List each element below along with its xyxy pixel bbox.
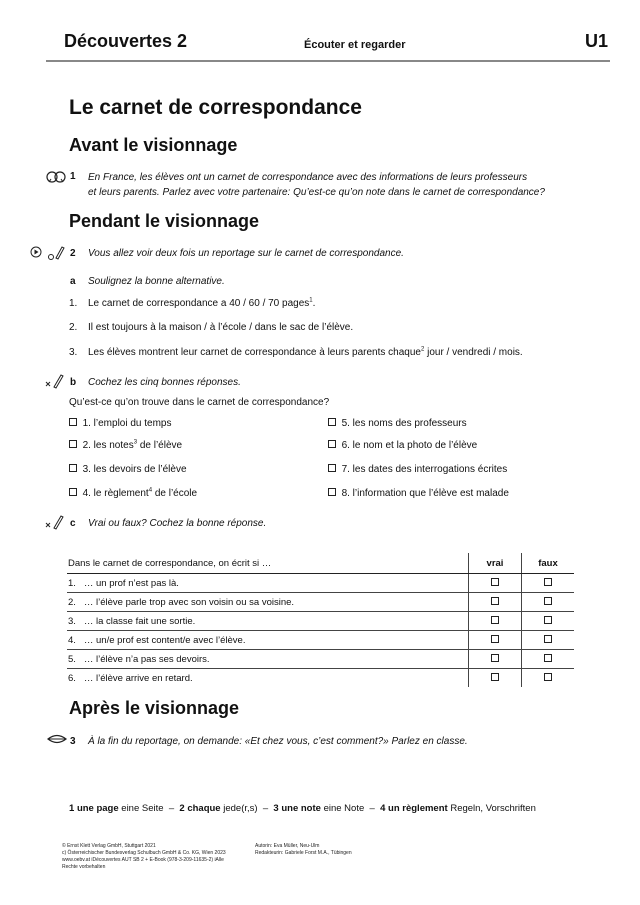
row-text: … la classe fait une sortie. (83, 615, 196, 627)
checkbox[interactable] (328, 464, 336, 472)
faux-cell[interactable] (522, 669, 575, 688)
statement (67, 631, 469, 650)
vrai-cell[interactable] (469, 574, 522, 593)
author-line: Autorin: Eva Müller, Neu-Ulm (255, 843, 320, 849)
checkbox[interactable] (69, 440, 77, 448)
exercise-3-number: 3 (70, 736, 76, 747)
table-header-text: Dans le carnet de correspondance, on écrit si … (67, 553, 469, 574)
exercise-2b-label: b (70, 377, 77, 388)
exercise-1-line-1: En France, les élèves ont un carnet de correspondance avec des informations de leurs professeurs (88, 172, 528, 183)
glossary-number: 3 (273, 803, 279, 814)
option-7[interactable] (328, 462, 507, 477)
option-label: de l’école (152, 488, 198, 499)
exercise-2-intro: Vous allez voir deux fois un reportage sur le carnet de correspondance. (88, 248, 404, 259)
option-5[interactable] (328, 416, 467, 431)
faux-cell[interactable] (522, 631, 575, 650)
exercise-2a-item (88, 345, 523, 360)
row-text: … l’élève parle trop avec son voisin ou sa voisine. (83, 596, 295, 608)
exercise-2a-item-number: 2. (69, 322, 78, 333)
glossary-definition: jede(r,s) (223, 803, 258, 814)
option-1[interactable] (69, 416, 172, 431)
tick-write-icon (44, 373, 66, 389)
option-label: 6. le nom et la photo de l’élève (341, 440, 478, 451)
checkbox[interactable] (328, 488, 336, 496)
partner-talk-icon (46, 170, 68, 184)
exercise-1-number: 1 (70, 171, 76, 182)
glossary-definition: eine Seite (121, 803, 164, 814)
item-text: jour / vendredi / mois. (424, 347, 523, 358)
row-number: 6. (68, 672, 76, 684)
table-row (67, 631, 574, 650)
copyright-line: c) Österreichischer Bundesverlag Schulbuch GmbH & Co. KG, Wien 2023 (62, 850, 226, 856)
option-4[interactable] (69, 486, 197, 501)
option-label: 2. les notes (82, 440, 134, 451)
column-vrai: vrai (469, 553, 522, 574)
exercise-2c-instruction: Vrai ou faux? Cochez la bonne réponse. (88, 518, 267, 529)
glossary-number: 2 (179, 803, 185, 814)
checkbox-faux[interactable] (544, 635, 552, 643)
checkbox-faux[interactable] (544, 597, 552, 605)
option-label: 5. les noms des professeurs (341, 418, 467, 429)
option-3[interactable] (69, 462, 187, 477)
option-label: de l’élève (137, 440, 183, 451)
faux-cell[interactable] (522, 612, 575, 631)
checkbox-vrai[interactable] (491, 578, 499, 586)
option-label: 4. le règlement (82, 488, 149, 499)
exercise-2b-question: Qu’est-ce qu’on trouve dans le carnet de correspondance? (69, 397, 330, 408)
checkbox-faux[interactable] (544, 673, 552, 681)
glossary-term: chaque (187, 803, 221, 814)
glossary-number: 4 (380, 803, 386, 814)
faux-cell[interactable] (522, 650, 575, 669)
exercise-1-line-2: et leurs parents. Parlez avec votre partenaire: Qu’est-ce qu’on note dans le carnet de correspondance? (88, 187, 545, 198)
exercise-2a-item-number: 1. (69, 298, 78, 309)
video-icon (30, 244, 66, 262)
statement (67, 669, 469, 688)
glossary-definition: eine Note (323, 803, 365, 814)
column-faux: faux (522, 553, 575, 574)
page-title: Le carnet de correspondance (69, 96, 362, 119)
option-label: 7. les dates des interrogations écrites (341, 464, 508, 475)
statement (67, 612, 469, 631)
option-label: 1. l’emploi du temps (82, 418, 172, 429)
vrai-cell[interactable] (469, 669, 522, 688)
footnote-ref: 3 (133, 439, 138, 446)
footnote-ref: 1 (309, 297, 313, 304)
vrai-cell[interactable] (469, 593, 522, 612)
checkbox-vrai[interactable] (491, 597, 499, 605)
checkbox-vrai[interactable] (491, 673, 499, 681)
glossary-term: une note (281, 803, 321, 814)
checkbox-vrai[interactable] (491, 654, 499, 662)
statement (67, 593, 469, 612)
header-divider (46, 60, 610, 62)
row-number: 1. (68, 577, 76, 589)
checkbox-vrai[interactable] (491, 616, 499, 624)
glossary-term: un règlement (388, 803, 448, 814)
copyright-line: www.oebv.at iDécouvertes AUT SB 2 + E-Book (978-3-209-11635-2) iAlle (62, 857, 224, 863)
table-row (67, 650, 574, 669)
vrai-cell[interactable] (469, 650, 522, 669)
row-text: … un prof n’est pas là. (83, 577, 179, 589)
glossary-definition: Regeln, Vorschriften (450, 803, 536, 814)
footnote-ref: 4 (148, 487, 153, 494)
editor-line: Redakteurin: Gabriele Forst M.A., Tübingen (255, 850, 352, 856)
item-text: . (312, 298, 316, 309)
exercise-2c-label: c (70, 518, 76, 529)
table-row (67, 612, 574, 631)
checkbox[interactable] (328, 440, 336, 448)
row-number: 2. (68, 596, 76, 608)
glossary-number: 1 (69, 803, 75, 814)
glossary-term: une page (76, 803, 119, 814)
exercise-2a-item (88, 296, 315, 311)
row-text: … l’élève n’a pas ses devoirs. (83, 653, 210, 665)
table-header-row (67, 553, 574, 574)
vrai-cell[interactable] (469, 612, 522, 631)
copyright-line: © Ernst Klett Verlag GmbH, Stuttgart 2021 (62, 843, 156, 849)
credits-block (255, 843, 352, 857)
table-row (67, 593, 574, 612)
exercise-1-text (88, 170, 545, 200)
option-label: 3. les devoirs de l’élève (82, 464, 187, 475)
faux-cell[interactable] (522, 593, 575, 612)
header-section: Écouter et regarder (304, 39, 406, 51)
statement (67, 650, 469, 669)
row-number: 4. (68, 634, 76, 646)
exercise-2-number: 2 (70, 248, 76, 259)
exercise-2b-instruction: Cochez les cinq bonnes réponses. (88, 377, 241, 388)
row-text: … un/e prof est content/e avec l’élève. (83, 634, 246, 646)
copyright-block (62, 843, 226, 871)
section-heading-avant: Avant le visionnage (69, 135, 238, 155)
copyright-line: Rechte vorbehalten (62, 864, 106, 870)
section-heading-pendant: Pendant le visionnage (69, 211, 260, 231)
footnote-ref: 2 (420, 346, 425, 353)
header-title: Découvertes 2 (64, 31, 188, 51)
checkbox[interactable] (328, 418, 336, 426)
exercise-2a-item-number: 3. (69, 347, 78, 358)
mouth-icon (47, 733, 67, 745)
checkbox-faux[interactable] (544, 578, 552, 586)
checkbox-faux[interactable] (544, 616, 552, 624)
checkbox[interactable] (69, 488, 77, 496)
exercise-3-text: À la fin du reportage, on demande: «Et chez vous, c’est comment?» Parlez en classe. (88, 736, 468, 747)
vrai-cell[interactable] (469, 631, 522, 650)
option-2[interactable] (69, 438, 182, 453)
true-false-table (67, 553, 574, 687)
table-row (67, 669, 574, 688)
item-text: Les élèves montrent leur carnet de correspondance à leurs parents chaque (88, 347, 421, 358)
checkbox-faux[interactable] (544, 654, 552, 662)
checkbox-vrai[interactable] (491, 635, 499, 643)
header-unit: U1 (585, 31, 609, 51)
row-number: 3. (68, 615, 76, 627)
exercise-2a-item: Il est toujours à la maison / à l’école / dans le sac de l’élève. (88, 322, 354, 333)
row-text: … l’élève arrive en retard. (83, 672, 193, 684)
row-number: 5. (68, 653, 76, 665)
exercise-2a-label: a (70, 276, 76, 287)
item-text: Le carnet de correspondance a 40 / 60 / 70 pages (88, 298, 310, 309)
section-heading-apres: Après le visionnage (69, 698, 240, 718)
checkbox[interactable] (69, 418, 77, 426)
option-label: 8. l’information que l’élève est malade (341, 488, 509, 499)
tick-write-icon (44, 514, 66, 530)
table-row (67, 574, 574, 593)
option-8[interactable] (328, 486, 509, 501)
footnote-glossary: 1 une page eine Seite – 2 chaque jede(r,s) – 3 une note eine Note – 4 un règlement Regeln, Vorschriften (69, 803, 536, 814)
checkbox[interactable] (69, 464, 77, 472)
exercise-2a-instruction: Soulignez la bonne alternative. (88, 276, 225, 287)
statement (67, 574, 469, 593)
option-6[interactable] (328, 438, 477, 453)
faux-cell[interactable] (522, 574, 575, 593)
